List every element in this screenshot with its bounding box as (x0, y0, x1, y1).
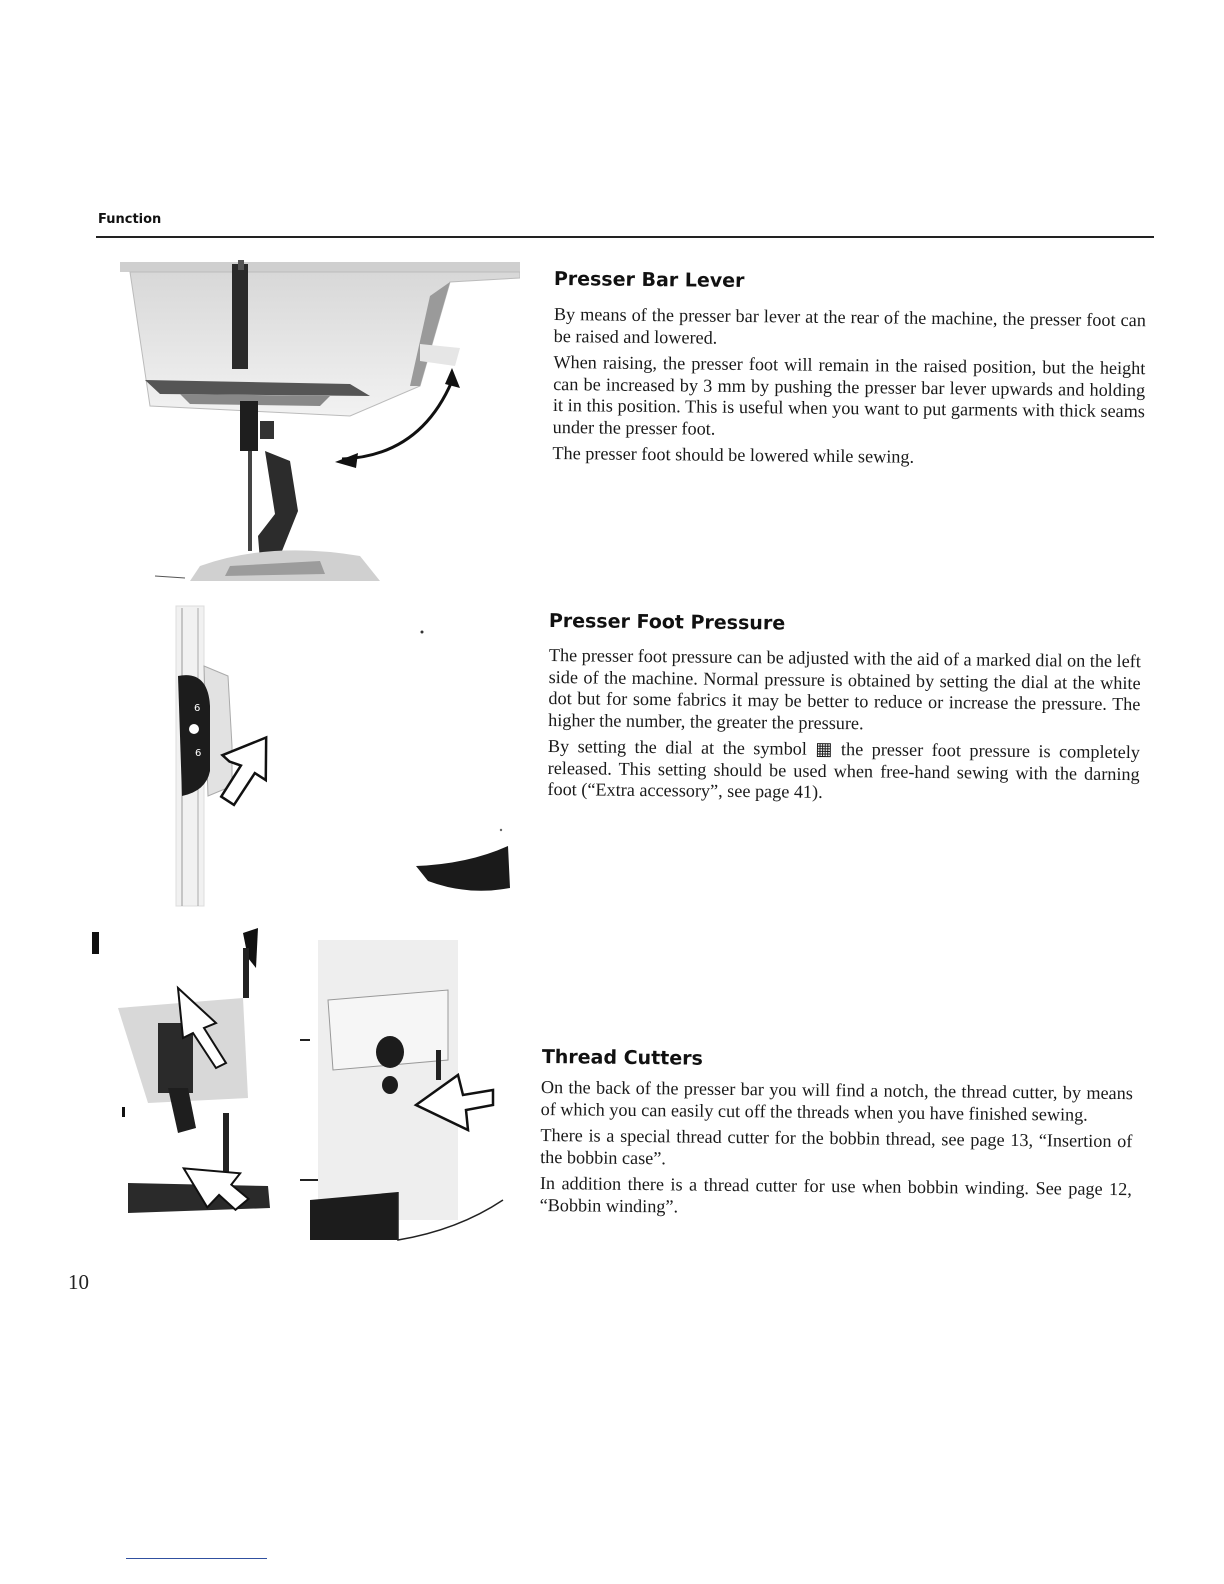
dial-mark-lower: 6 (195, 748, 202, 759)
thread-cutter-front-illustration (108, 928, 298, 1223)
paragraph: By means of the presser bar lever at the rear of the machine, the presser foot can be raised and lowered. (553, 304, 1146, 348)
section-label: Function (98, 212, 162, 227)
page-number: 10 (68, 1270, 89, 1294)
thread-cutters-text (539, 1077, 1132, 1227)
paragraph: On the back of the presser bar you will find a notch, the thread cutter, by means of which you can easily cut off the threads when you have finished sewing. (540, 1077, 1133, 1125)
paragraph: The presser foot should be lowered while sewing. (552, 442, 915, 467)
footer-line (126, 1558, 267, 1559)
thread-cutters-heading: Thread Cutters (541, 1046, 703, 1070)
paragraph: When raising, the presser foot will remain in the raised position, but the height can be increased by 3 mm by pushing the presser bar lever upwards and holding it in this position. This is useful when you want to put garments with thick seams under the presser foot. (552, 351, 1146, 439)
paragraph: In addition there is a thread cutter for use when bobbin winding. See page 12, “Bobbin winding”. (539, 1172, 1132, 1216)
margin-mark-small (122, 1107, 125, 1117)
margin-mark (92, 932, 99, 954)
paragraph: There is a special thread cutter for the bobbin thread, see page 13, “Insertion of the bobbin case”. (540, 1124, 1133, 1168)
paragraph: By setting the dial at the symbol ▦ the presser foot pressure is completely released. This setting should be used when free-hand sewing with the darning foot (“Extra accessory”, see page 41). (547, 735, 1141, 802)
pressure-dial-illustration (168, 596, 513, 916)
presser-bar-lever-text (552, 304, 1146, 476)
presser-foot-pressure-heading: Presser Foot Pressure (548, 610, 786, 635)
presser-bar-lever-heading: Presser Bar Lever (553, 268, 745, 292)
dial-mark-upper: 6 (194, 703, 201, 714)
paragraph: The presser foot pressure can be adjusted with the aid of a marked dial on the left side of the machine. Normal pressure is obtained by setting the dial at the white dot but for some fabrics it may be better to reduce or increase the pressure. The higher the number, the greater the pressure. (548, 645, 1141, 733)
presser-foot-pressure-text (547, 645, 1141, 812)
header-rule (96, 236, 1154, 238)
bobbin-thread-cutter-illustration (298, 930, 510, 1250)
presser-bar-lever-illustration (120, 256, 520, 586)
